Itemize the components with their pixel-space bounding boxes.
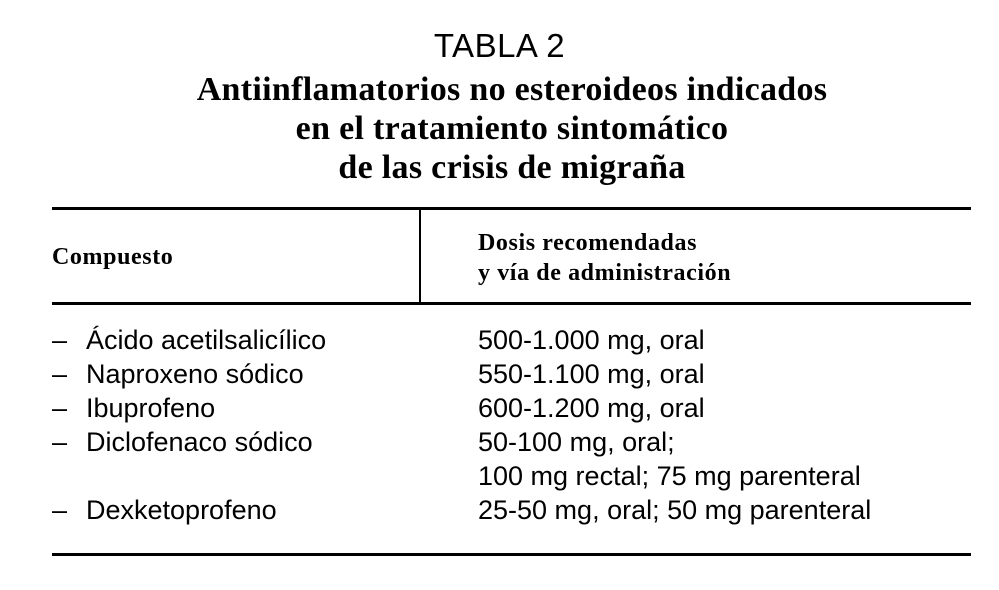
dose-line: 100 mg rectal; 75 mg parenteral — [478, 461, 861, 491]
compound-cell — [52, 323, 478, 357]
dose-cell — [478, 425, 861, 493]
dose-cell — [478, 323, 705, 357]
table-row — [52, 425, 971, 493]
dash-bullet: – — [52, 427, 68, 457]
dose-cell — [478, 493, 871, 527]
compound-name: Diclofenaco sódico — [86, 427, 313, 457]
table-row — [52, 357, 971, 391]
header-line: Dosis recomendadas — [478, 230, 698, 256]
compound-name: Dexketoprofeno — [86, 495, 277, 525]
caption-line: Antiinflamatorios no esteroideos indicados — [196, 71, 828, 108]
column-header-dose — [478, 228, 731, 288]
dash-bullet: – — [52, 495, 68, 525]
table-row — [52, 493, 971, 527]
compound-name: Naproxeno sódico — [86, 359, 304, 389]
dash-bullet: – — [52, 393, 68, 423]
dose-line: 50-100 mg, oral; — [478, 427, 675, 457]
table-top-rule — [52, 207, 971, 210]
header-bottom-rule — [52, 302, 971, 305]
table-body — [52, 323, 971, 527]
dose-cell — [478, 357, 705, 391]
compound-name: Ácido acetilsalicílico — [86, 325, 327, 355]
dose-line: 600-1.200 mg, oral — [478, 393, 705, 423]
compound-cell — [52, 357, 478, 391]
dash-bullet: – — [52, 325, 68, 355]
table-number: TABLA 2 — [433, 27, 566, 64]
dose-line: 25-50 mg, oral; 50 mg parenteral — [478, 495, 872, 525]
dash-bullet: – — [52, 359, 68, 389]
column-header-compound: Compuesto — [52, 244, 174, 270]
dose-line: 500-1.000 mg, oral — [478, 325, 705, 355]
table-caption — [0, 70, 999, 187]
table-bottom-rule — [52, 553, 971, 556]
header-column-divider — [419, 209, 421, 303]
compound-cell — [52, 391, 478, 425]
table-row — [52, 391, 971, 425]
compound-name: Ibuprofeno — [86, 393, 216, 423]
dose-line: 550-1.100 mg, oral — [478, 359, 705, 389]
header-line: y vía de administración — [478, 260, 732, 286]
caption-line: de las crisis de migraña — [338, 149, 686, 186]
table-row — [52, 323, 971, 357]
caption-line: en el tratamiento sintomático — [295, 110, 729, 147]
compound-cell — [52, 493, 478, 527]
dose-cell — [478, 391, 705, 425]
compound-cell — [52, 425, 478, 493]
